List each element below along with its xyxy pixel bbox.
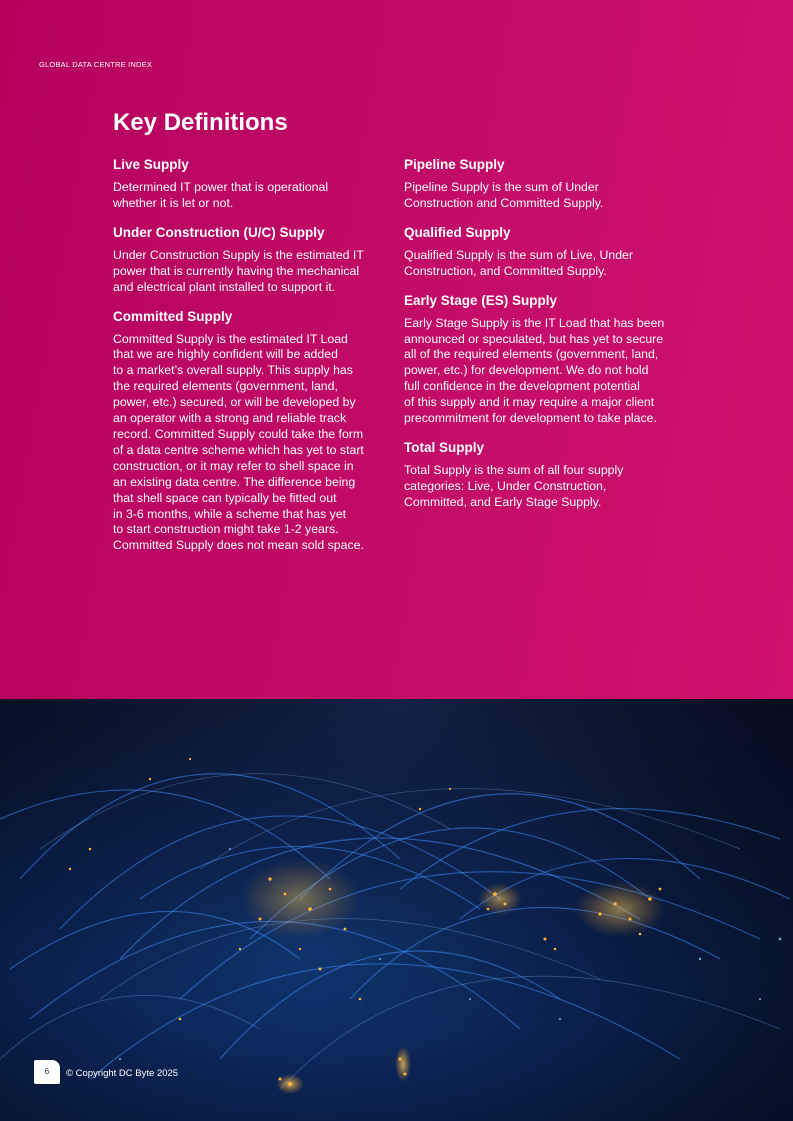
page-number-badge: 6 [34, 1060, 60, 1084]
definition-heading: Early Stage (ES) Supply [404, 292, 558, 308]
definition-text: Qualified Supply is the sum of Live, Under Construction, and Committed Supply. [404, 247, 633, 278]
definitions-right-column [404, 157, 689, 524]
definition-text: Early Stage Supply is the IT Load that has been announced or speculated, but has yet to secure all of the required elements (government, land, power, etc.) for development. We do not hold full confidence in the development potential of this supply and it may require a major client precommitment for development to take place. [404, 315, 665, 426]
definition-qualified-supply [404, 225, 689, 280]
definition-under-construction-supply [113, 225, 393, 296]
global-network-map-image [0, 699, 793, 1121]
definition-pipeline-supply [404, 157, 689, 212]
definition-early-stage-supply [404, 293, 689, 427]
copyright-text: © Copyright DC Byte 2025 [66, 1068, 179, 1079]
definition-text: Under Construction Supply is the estimated IT power that is currently having the mechanical and electrical plant installed to support it. [113, 247, 364, 294]
definition-text: Total Supply is the sum of all four supply categories: Live, Under Construction, Committed, and Early Stage Supply. [404, 462, 624, 509]
definitions-left-column [113, 157, 393, 567]
definition-total-supply [404, 440, 689, 511]
definition-heading: Pipeline Supply [404, 157, 505, 172]
definition-heading: Live Supply [113, 157, 189, 172]
definition-heading: Under Construction (U/C) Supply [113, 224, 325, 240]
definition-heading: Total Supply [404, 439, 484, 455]
definition-heading: Qualified Supply [404, 224, 511, 240]
definition-committed-supply [113, 309, 393, 555]
document-header-label: GLOBAL DATA CENTRE INDEX [39, 60, 153, 69]
page-title: Key Definitions [113, 109, 288, 136]
definition-heading: Committed Supply [113, 308, 233, 324]
definition-text: Pipeline Supply is the sum of Under Construction and Committed Supply. [404, 180, 604, 210]
definition-live-supply [113, 157, 393, 212]
network-arcs-illustration [0, 699, 793, 1121]
definition-text: Determined IT power that is operational whether it is let or not. [113, 180, 329, 210]
definition-text: Committed Supply is the estimated IT Load that we are highly confident will be added to a market’s overall supply. This supply has the required elements (government, land, power, etc.) secured, or will be developed by an operator with a strong and reliable track record. Committed Supply could take the form of a data centre scheme which has yet to start construction, or it may refer to shell space in an existing data centre. The difference being that shell space can typically be fitted out in 3-6 months, while a scheme that has yet to start construction might take 1-2 years. Committed Supply does not mean sold space. [113, 331, 364, 553]
